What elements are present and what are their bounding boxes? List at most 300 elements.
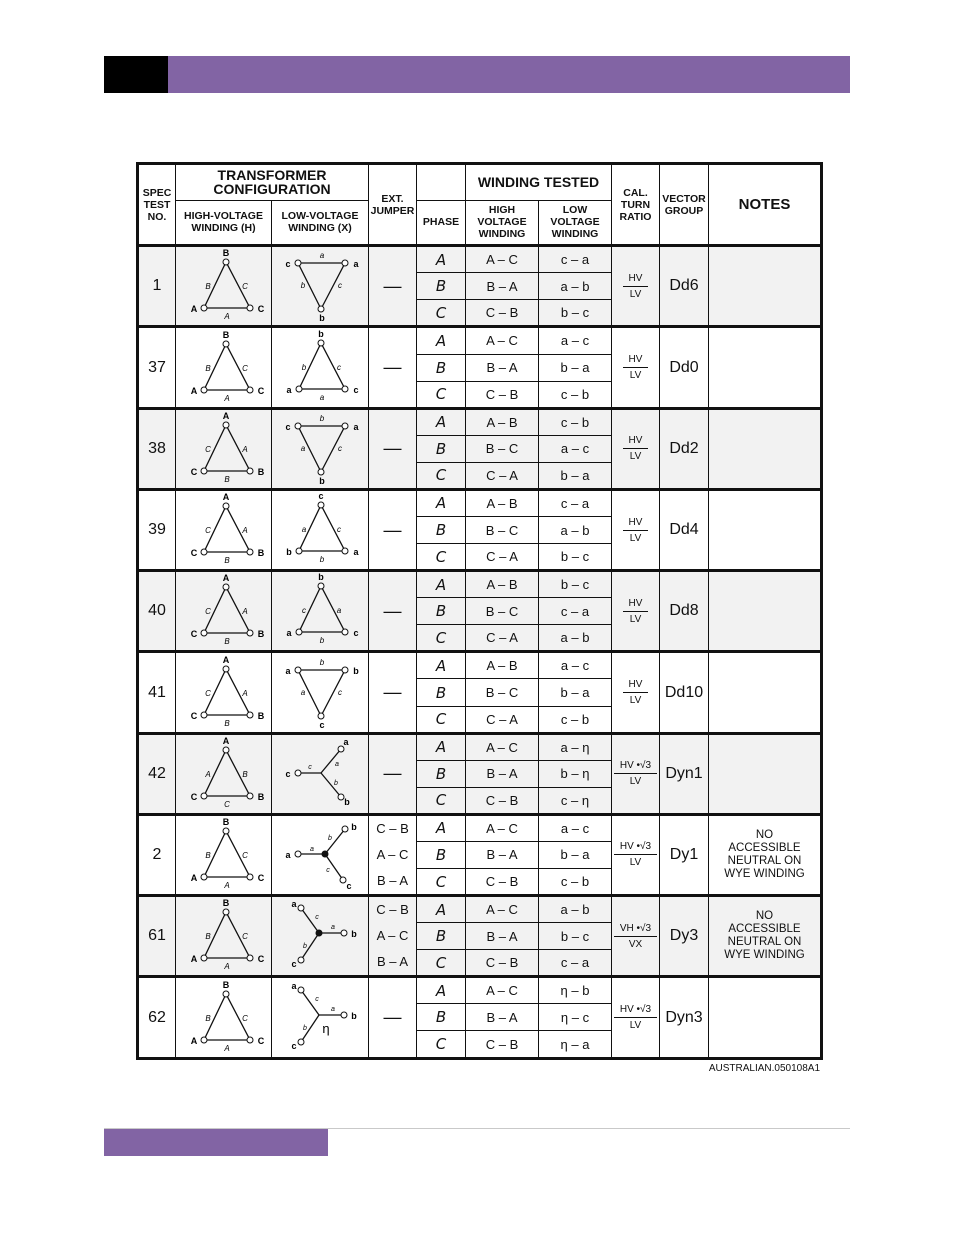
col-phase: PHASE xyxy=(417,200,466,246)
svg-text:C: C xyxy=(190,791,197,802)
lv-winding-tested: a – c xyxy=(539,435,612,462)
spec-test-no: 39 xyxy=(138,489,176,570)
svg-text:A: A xyxy=(241,688,248,698)
spec-test-no: 2 xyxy=(138,814,176,895)
lv-winding-tested: a – c xyxy=(539,652,612,679)
hv-winding-tested: B – A xyxy=(466,273,539,300)
lv-winding-tested: η – a xyxy=(539,1031,612,1059)
svg-text:a: a xyxy=(300,687,306,697)
svg-text:a: a xyxy=(301,525,307,535)
svg-text:a: a xyxy=(286,384,292,395)
svg-text:a: a xyxy=(300,443,306,453)
svg-text:c: c xyxy=(353,628,359,639)
lv-winding-tested: c – a xyxy=(539,489,612,516)
lv-winding-tested: b – c xyxy=(539,544,612,571)
phase-label: C xyxy=(417,706,466,733)
svg-text:b: b xyxy=(353,665,359,676)
hv-winding-tested: A – C xyxy=(466,977,539,1004)
ext-jumper: — xyxy=(369,977,417,1059)
svg-text:B: B xyxy=(223,718,230,728)
svg-text:A: A xyxy=(223,312,230,322)
col-spec: SPEC TEST NO. xyxy=(138,164,176,246)
hv-winding-tested: A – C xyxy=(466,814,539,841)
svg-text:a: a xyxy=(319,251,325,261)
ext-jumper: — xyxy=(369,327,417,408)
svg-text:B: B xyxy=(222,898,229,909)
lv-winding-tested: c – a xyxy=(539,598,612,625)
lv-winding-tested: a – b xyxy=(539,896,612,923)
phase-label: C xyxy=(417,625,466,652)
hv-winding-tested: A – C xyxy=(466,327,539,354)
svg-text:C: C xyxy=(190,466,197,477)
notes-cell xyxy=(709,489,822,570)
col-vector: VECTOR GROUP xyxy=(660,164,709,246)
lv-winding-diagram xyxy=(274,491,366,569)
hv-winding-tested: C – B xyxy=(466,1031,539,1059)
svg-text:A: A xyxy=(222,573,229,584)
phase-label: A xyxy=(417,246,466,273)
hv-winding-tested: C – B xyxy=(466,381,539,408)
svg-text:a: a xyxy=(285,849,291,860)
notes-cell xyxy=(709,408,822,489)
svg-text:b: b xyxy=(319,313,325,324)
spec-test-no: 41 xyxy=(138,652,176,733)
lv-winding-cell xyxy=(272,814,369,895)
phase-label: B xyxy=(417,841,466,868)
spec-test-no: 42 xyxy=(138,733,176,814)
hv-winding-tested: C – B xyxy=(466,950,539,977)
svg-text:B: B xyxy=(257,710,264,721)
phase-label: A xyxy=(417,652,466,679)
ext-jumper: — xyxy=(369,571,417,652)
lv-winding-tested: b – c xyxy=(539,923,612,950)
phase-label: A xyxy=(417,408,466,435)
svg-text:C: C xyxy=(223,799,230,809)
ext-jumper: — xyxy=(369,408,417,489)
winding-tested-header: WINDING TESTED xyxy=(466,164,612,201)
phase-label: C xyxy=(417,1031,466,1059)
svg-text:B: B xyxy=(241,769,248,779)
svg-text:C: C xyxy=(190,710,197,721)
lv-winding-diagram xyxy=(274,572,366,650)
lv-winding-diagram xyxy=(274,247,366,325)
phase-label: C xyxy=(417,300,466,327)
svg-text:B: B xyxy=(257,466,264,477)
lv-winding-cell xyxy=(272,246,369,327)
svg-text:B: B xyxy=(223,474,230,484)
svg-text:c: c xyxy=(337,362,341,372)
hv-winding-tested: B – A xyxy=(466,354,539,381)
svg-text:B: B xyxy=(222,248,229,259)
svg-text:B: B xyxy=(222,329,229,340)
svg-text:b: b xyxy=(318,572,324,583)
ext-jumper: — xyxy=(369,733,417,814)
turn-ratio: $\frac{HV}{LV}$ xyxy=(612,652,660,733)
lv-winding-tested: a – c xyxy=(539,814,612,841)
svg-text:A: A xyxy=(223,1043,230,1053)
spec-test-no: 62 xyxy=(138,977,176,1059)
vector-group: Dd4 xyxy=(660,489,709,570)
svg-text:B: B xyxy=(257,791,264,802)
svg-text:B: B xyxy=(223,637,230,647)
svg-text:c: c xyxy=(337,525,341,535)
hv-delta-diagram xyxy=(179,492,269,568)
hv-winding-tested: B – A xyxy=(466,841,539,868)
ext-jumper: — xyxy=(369,489,417,570)
lv-winding-tested: c – b xyxy=(539,706,612,733)
svg-text:c: c xyxy=(308,763,312,771)
svg-text:C: C xyxy=(204,688,211,698)
svg-text:c: c xyxy=(326,866,330,874)
svg-text:B: B xyxy=(204,1013,211,1023)
hv-winding-cell xyxy=(176,896,272,977)
lv-winding-cell xyxy=(272,896,369,977)
lv-winding-tested: a – b xyxy=(539,517,612,544)
phase-label: A xyxy=(417,814,466,841)
hv-winding-cell xyxy=(176,571,272,652)
spec-test-no: 38 xyxy=(138,408,176,489)
phase-label: A xyxy=(417,733,466,760)
lv-winding-tested: b – η xyxy=(539,760,612,787)
svg-text:B: B xyxy=(204,282,211,292)
hv-winding-tested: B – C xyxy=(466,598,539,625)
hv-winding-tested: B – C xyxy=(466,517,539,544)
svg-text:C: C xyxy=(257,1035,264,1046)
svg-text:A: A xyxy=(222,735,229,746)
phase-label: B xyxy=(417,923,466,950)
turn-ratio: $\frac{VH •√3}{VX}$ xyxy=(612,896,660,977)
notes-cell xyxy=(709,327,822,408)
svg-text:B: B xyxy=(204,932,211,942)
phase-label: A xyxy=(417,896,466,923)
lv-winding-tested: c – a xyxy=(539,246,612,273)
phase-label: C xyxy=(417,950,466,977)
svg-text:c: c xyxy=(338,281,342,291)
svg-text:B: B xyxy=(204,363,211,373)
col-hvw: HIGH VOLTAGE WINDING xyxy=(466,200,539,246)
vector-group: Dd2 xyxy=(660,408,709,489)
svg-text:B: B xyxy=(222,816,229,827)
phase-label: B xyxy=(417,598,466,625)
hv-winding-tested: A – B xyxy=(466,571,539,598)
turn-ratio: $\frac{HV}{LV}$ xyxy=(612,246,660,327)
lv-winding-tested: c – η xyxy=(539,787,612,814)
hv-winding-tested: B – A xyxy=(466,1004,539,1031)
lv-winding-cell xyxy=(272,408,369,489)
lv-winding-cell xyxy=(272,489,369,570)
hv-winding-tested: C – A xyxy=(466,544,539,571)
hv-delta-diagram xyxy=(179,655,269,731)
col-jumper: EXT. JUMPER xyxy=(369,164,417,246)
svg-text:A: A xyxy=(190,304,197,315)
lv-winding-diagram xyxy=(274,979,366,1057)
vector-group: Dd6 xyxy=(660,246,709,327)
phase-top-cell xyxy=(417,164,466,201)
hv-winding-tested: B – C xyxy=(466,679,539,706)
phase-label: A xyxy=(417,571,466,598)
header-bar xyxy=(104,56,850,93)
svg-text:b: b xyxy=(318,328,324,339)
svg-text:A: A xyxy=(190,954,197,965)
svg-text:a: a xyxy=(285,665,291,676)
svg-text:C: C xyxy=(257,954,264,965)
hv-winding-cell xyxy=(176,246,272,327)
phase-label: C xyxy=(417,462,466,489)
svg-text:b: b xyxy=(319,657,325,667)
lv-winding-tested: η – c xyxy=(539,1004,612,1031)
lv-winding-tested: b – c xyxy=(539,571,612,598)
phase-label: A xyxy=(417,489,466,516)
vector-group: Dyn3 xyxy=(660,977,709,1059)
svg-text:C: C xyxy=(241,282,248,292)
svg-text:C: C xyxy=(204,607,211,617)
svg-text:a: a xyxy=(286,628,292,639)
lv-winding-tested: a – b xyxy=(539,273,612,300)
hv-winding-cell xyxy=(176,652,272,733)
svg-text:C: C xyxy=(241,850,248,860)
svg-text:a: a xyxy=(331,1005,335,1013)
turn-ratio: $\frac{HV}{LV}$ xyxy=(612,489,660,570)
svg-text:A: A xyxy=(190,1035,197,1046)
svg-text:a: a xyxy=(310,845,314,853)
phase-label: B xyxy=(417,679,466,706)
svg-text:C: C xyxy=(241,1013,248,1023)
svg-text:c: c xyxy=(318,491,324,502)
ext-jumper: — xyxy=(369,652,417,733)
lv-winding-tested: a – η xyxy=(539,733,612,760)
svg-text:c: c xyxy=(291,959,297,970)
col-lvw: LOW VOLTAGE WINDING xyxy=(539,200,612,246)
svg-text:b: b xyxy=(319,475,325,486)
transformer-table xyxy=(136,162,823,1060)
vector-group: Dy1 xyxy=(660,814,709,895)
hv-winding-tested: C – A xyxy=(466,706,539,733)
vector-group: Dyn1 xyxy=(660,733,709,814)
svg-text:b: b xyxy=(334,779,338,787)
hv-winding-tested: B – C xyxy=(466,435,539,462)
notes-cell: NO ACCESSIBLE NEUTRAL ON WYE WINDING xyxy=(709,814,822,895)
lv-winding-cell xyxy=(272,977,369,1059)
hv-winding-cell xyxy=(176,327,272,408)
hv-winding-cell xyxy=(176,408,272,489)
svg-text:a: a xyxy=(331,924,335,932)
notes-cell xyxy=(709,733,822,814)
svg-text:C: C xyxy=(190,629,197,640)
phase-label: B xyxy=(417,1004,466,1031)
notes-cell xyxy=(709,652,822,733)
svg-text:b: b xyxy=(328,834,332,842)
spec-test-no: 61 xyxy=(138,896,176,977)
spec-test-no: 1 xyxy=(138,246,176,327)
svg-text:a: a xyxy=(353,259,359,270)
svg-text:a: a xyxy=(353,547,359,558)
hv-winding-cell xyxy=(176,977,272,1059)
lv-winding-cell xyxy=(272,733,369,814)
phase-label: C xyxy=(417,869,466,896)
turn-ratio: $\frac{HV •√3}{LV}$ xyxy=(612,733,660,814)
hv-winding-tested: C – B xyxy=(466,869,539,896)
turn-ratio: $\frac{HV}{LV}$ xyxy=(612,571,660,652)
ext-jumper: C – B A – C B – A xyxy=(369,896,417,977)
svg-text:B: B xyxy=(204,850,211,860)
svg-text:C: C xyxy=(257,304,264,315)
notes-cell xyxy=(709,246,822,327)
footer-bar xyxy=(104,1129,328,1156)
lv-winding-tested: η – b xyxy=(539,977,612,1004)
svg-text:C: C xyxy=(241,932,248,942)
svg-text:b: b xyxy=(344,796,350,807)
hv-winding-tested: A – B xyxy=(466,408,539,435)
svg-text:A: A xyxy=(190,872,197,883)
svg-text:A: A xyxy=(222,410,229,421)
lv-winding-tested: c – b xyxy=(539,381,612,408)
lv-winding-diagram xyxy=(274,816,366,894)
phase-label: B xyxy=(417,517,466,544)
col-hv: HIGH-VOLTAGE WINDING (H) xyxy=(176,200,272,246)
svg-text:c: c xyxy=(302,606,306,616)
phase-label: B xyxy=(417,273,466,300)
lv-winding-tested: a – b xyxy=(539,625,612,652)
phase-label: B xyxy=(417,435,466,462)
hv-winding-tested: A – C xyxy=(466,896,539,923)
svg-text:c: c xyxy=(315,914,319,922)
hv-winding-tested: B – A xyxy=(466,923,539,950)
svg-text:b: b xyxy=(286,547,292,558)
notes-cell xyxy=(709,571,822,652)
svg-text:A: A xyxy=(241,444,248,454)
svg-text:C: C xyxy=(241,363,248,373)
svg-text:A: A xyxy=(204,769,211,779)
turn-ratio: $\frac{HV}{LV}$ xyxy=(612,408,660,489)
svg-text:B: B xyxy=(223,556,230,566)
ext-jumper: — xyxy=(369,246,417,327)
svg-text:A: A xyxy=(222,492,229,503)
phase-label: A xyxy=(417,327,466,354)
figure-reference: AUSTRALIAN.050108A1 xyxy=(708,1063,820,1074)
svg-text:b: b xyxy=(319,413,325,423)
svg-text:b: b xyxy=(319,636,325,646)
lv-winding-diagram xyxy=(274,654,366,732)
hv-winding-cell xyxy=(176,814,272,895)
notes-cell xyxy=(709,977,822,1059)
lv-winding-tested: b – a xyxy=(539,841,612,868)
svg-text:C: C xyxy=(204,444,211,454)
phase-label: C xyxy=(417,544,466,571)
hv-winding-tested: A – C xyxy=(466,733,539,760)
lv-winding-cell xyxy=(272,652,369,733)
svg-text:A: A xyxy=(241,526,248,536)
header-block xyxy=(104,56,168,93)
lv-winding-diagram xyxy=(274,735,366,813)
turn-ratio: $\frac{HV •√3}{LV}$ xyxy=(612,814,660,895)
hv-delta-diagram xyxy=(179,898,269,974)
hv-delta-diagram xyxy=(179,411,269,487)
vector-group: Dd8 xyxy=(660,571,709,652)
col-lv: LOW-VOLTAGE WINDING (X) xyxy=(272,200,369,246)
lv-winding-tested: c – a xyxy=(539,950,612,977)
svg-text:B: B xyxy=(257,548,264,559)
lv-winding-tested: c – b xyxy=(539,869,612,896)
svg-text:A: A xyxy=(223,393,230,403)
hv-winding-tested: C – B xyxy=(466,787,539,814)
svg-text:a: a xyxy=(335,760,339,768)
lv-winding-diagram xyxy=(274,329,366,407)
svg-text:c: c xyxy=(285,259,291,270)
svg-text:b: b xyxy=(351,929,357,940)
svg-text:a: a xyxy=(319,392,325,402)
svg-text:c: c xyxy=(315,995,319,1003)
svg-text:a: a xyxy=(343,736,349,747)
svg-text:C: C xyxy=(204,526,211,536)
svg-text:A: A xyxy=(222,654,229,665)
hv-winding-tested: C – B xyxy=(466,300,539,327)
hv-delta-diagram xyxy=(179,817,269,893)
phase-label: B xyxy=(417,354,466,381)
svg-text:a: a xyxy=(291,899,297,910)
col-ratio: CAL. TURN RATIO xyxy=(612,164,660,246)
svg-text:A: A xyxy=(241,607,248,617)
svg-text:C: C xyxy=(190,548,197,559)
notes-cell: NO ACCESSIBLE NEUTRAL ON WYE WINDING xyxy=(709,896,822,977)
hv-winding-tested: A – B xyxy=(466,652,539,679)
lv-winding-tested: b – a xyxy=(539,354,612,381)
svg-text:a: a xyxy=(336,606,342,616)
svg-text:b: b xyxy=(300,281,306,291)
hv-delta-diagram xyxy=(179,330,269,406)
col-notes: NOTES xyxy=(709,164,822,246)
svg-text:η: η xyxy=(322,1020,330,1036)
lv-winding-tested: a – c xyxy=(539,327,612,354)
svg-text:c: c xyxy=(319,719,325,730)
phase-label: B xyxy=(417,760,466,787)
vector-group: Dd0 xyxy=(660,327,709,408)
hv-winding-tested: A – B xyxy=(466,489,539,516)
phase-label: A xyxy=(417,977,466,1004)
turn-ratio: $\frac{HV}{LV}$ xyxy=(612,327,660,408)
lv-winding-tested: b – c xyxy=(539,300,612,327)
svg-text:c: c xyxy=(338,687,342,697)
hv-winding-tested: B – A xyxy=(466,760,539,787)
svg-text:c: c xyxy=(338,443,342,453)
svg-text:c: c xyxy=(353,384,359,395)
hv-delta-diagram xyxy=(179,248,269,324)
svg-text:A: A xyxy=(190,385,197,396)
hv-winding-cell xyxy=(176,733,272,814)
svg-text:b: b xyxy=(351,821,357,832)
svg-text:A: A xyxy=(223,962,230,972)
lv-winding-diagram xyxy=(274,410,366,488)
svg-text:c: c xyxy=(346,880,352,891)
spec-test-no: 40 xyxy=(138,571,176,652)
phase-label: C xyxy=(417,787,466,814)
svg-text:b: b xyxy=(301,362,307,372)
phase-label: C xyxy=(417,381,466,408)
config-header: TRANSFORMER CONFIGURATION xyxy=(176,164,369,201)
svg-text:b: b xyxy=(319,555,325,565)
lv-winding-cell xyxy=(272,571,369,652)
svg-text:c: c xyxy=(285,421,291,432)
svg-text:A: A xyxy=(223,880,230,890)
svg-text:C: C xyxy=(257,385,264,396)
svg-text:b: b xyxy=(303,943,307,951)
spec-test-no: 37 xyxy=(138,327,176,408)
svg-text:a: a xyxy=(353,421,359,432)
lv-winding-tested: b – a xyxy=(539,462,612,489)
hv-winding-tested: C – A xyxy=(466,462,539,489)
lv-winding-diagram xyxy=(274,897,366,975)
lv-winding-cell xyxy=(272,327,369,408)
hv-delta-diagram xyxy=(179,736,269,812)
